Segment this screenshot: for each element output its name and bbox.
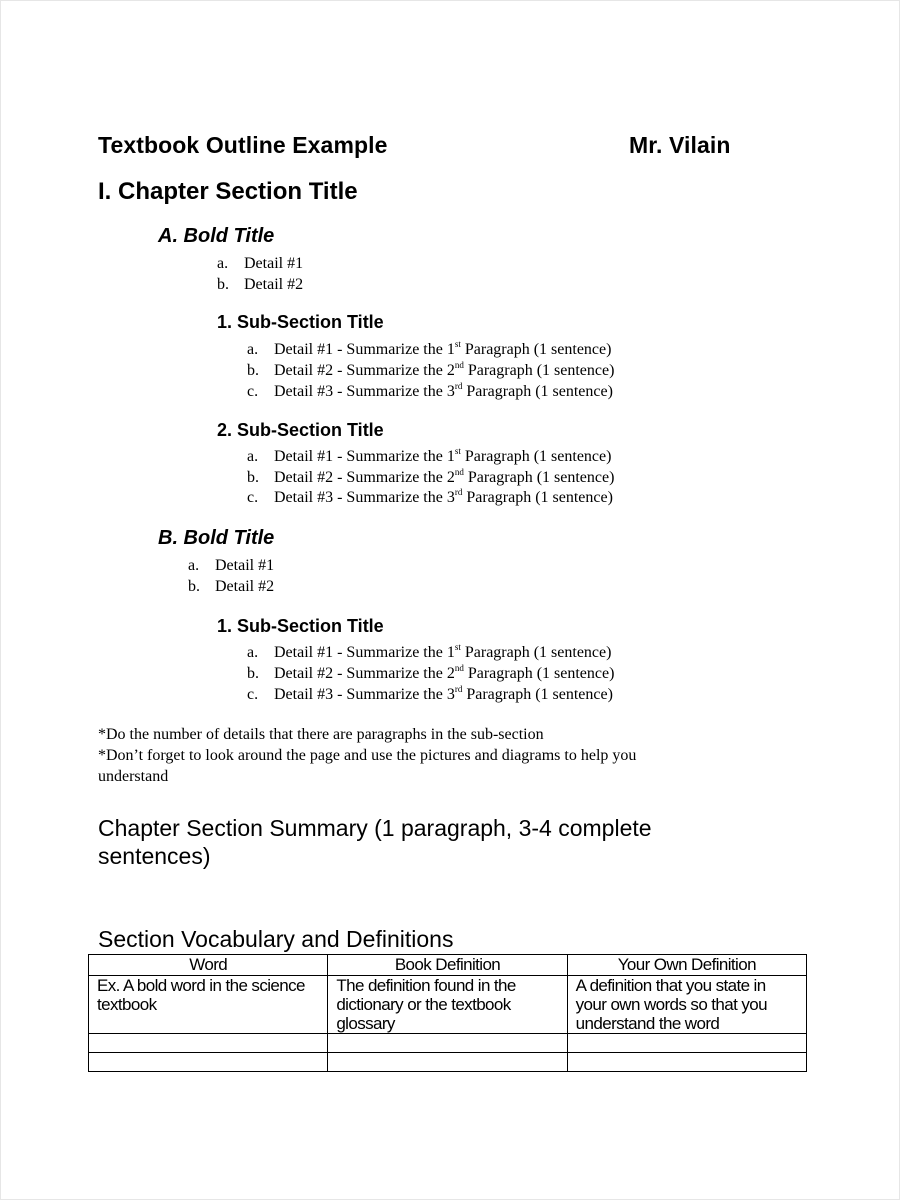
- teacher-name: Mr. Vilain: [629, 132, 731, 158]
- section-a-detail: a. Detail #1: [217, 255, 304, 272]
- table-cell-empty[interactable]: [567, 1034, 806, 1053]
- note-line: *Don’t forget to look around the page and use the pictures and diagrams to help you: [98, 747, 637, 764]
- table-cell: Ex. A bold word in the science textbook: [89, 976, 328, 1034]
- table-row: [89, 976, 807, 1034]
- note-line: *Do the number of details that there are paragraphs in the sub-section: [98, 726, 544, 743]
- table-cell-empty[interactable]: [328, 1053, 567, 1072]
- subsection-detail: b. Detail #2 - Summarize the 2nd Paragraph (1 sentence): [247, 466, 615, 486]
- section-b-subsection-1-title: 1. Sub-Section Title: [217, 616, 384, 636]
- section-b-title: B. Bold Title: [158, 527, 275, 549]
- subsection-detail: c. Detail #3 - Summarize the 3rd Paragraph (1 sentence): [247, 380, 613, 400]
- section-b-detail: b. Detail #2: [188, 578, 275, 595]
- table-cell-empty[interactable]: [89, 1053, 328, 1072]
- table-row: [89, 1034, 807, 1053]
- table-cell: A definition that you state in your own words so that you understand the word: [567, 976, 806, 1034]
- subsection-detail: b. Detail #2 - Summarize the 2nd Paragraph (1 sentence): [247, 359, 615, 379]
- subsection-detail: a. Detail #1 - Summarize the 1st Paragraph (1 sentence): [247, 445, 612, 465]
- subsection-detail: a. Detail #1 - Summarize the 1st Paragraph (1 sentence): [247, 338, 612, 358]
- section-a-subsection-1-title: 1. Sub-Section Title: [217, 312, 384, 332]
- chapter-title: I. Chapter Section Title: [98, 178, 358, 205]
- table-cell-empty[interactable]: [328, 1034, 567, 1053]
- column-header-book-definition: Book Definition: [328, 955, 567, 976]
- section-a-subsection-2-title: 2. Sub-Section Title: [217, 420, 384, 440]
- table-header-row: [89, 955, 807, 976]
- table-cell-empty[interactable]: [89, 1034, 328, 1053]
- subsection-detail: b. Detail #2 - Summarize the 2nd Paragraph (1 sentence): [247, 662, 615, 682]
- summary-heading-cont: sentences): [98, 843, 211, 869]
- subsection-detail: c. Detail #3 - Summarize the 3rd Paragraph (1 sentence): [247, 683, 613, 703]
- summary-heading: Chapter Section Summary (1 paragraph, 3-4 complete: [98, 815, 652, 841]
- section-b-detail: a. Detail #1: [188, 557, 275, 574]
- section-a-detail: b. Detail #2: [217, 276, 304, 293]
- column-header-own-definition: Your Own Definition: [567, 955, 806, 976]
- column-header-word: Word: [89, 955, 328, 976]
- table-cell: The definition found in the dictionary or the textbook glossary: [328, 976, 567, 1034]
- table-cell-empty[interactable]: [567, 1053, 806, 1072]
- subsection-detail: c. Detail #3 - Summarize the 3rd Paragraph (1 sentence): [247, 486, 613, 506]
- section-a-title: A. Bold Title: [158, 225, 275, 247]
- table-row: [89, 1053, 807, 1072]
- vocab-table: [88, 954, 807, 1072]
- vocab-heading: Section Vocabulary and Definitions: [98, 926, 454, 952]
- document-title: Textbook Outline Example: [98, 132, 388, 158]
- note-line: understand: [98, 768, 169, 785]
- subsection-detail: a. Detail #1 - Summarize the 1st Paragraph (1 sentence): [247, 641, 612, 661]
